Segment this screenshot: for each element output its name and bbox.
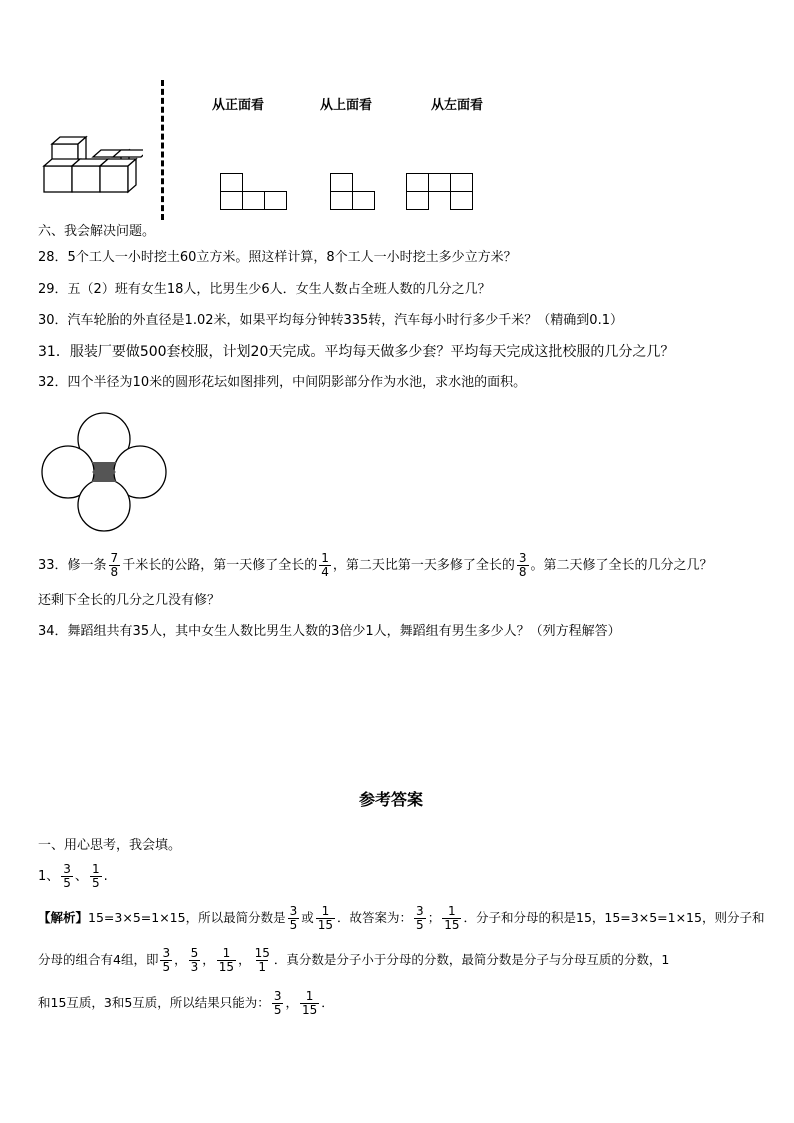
section-1-heading: 一、用心思考，我会填。 [38, 838, 182, 853]
fraction-1-4: $\frac{1}{4}$ [321, 551, 329, 579]
question-30: 30．汽车轮胎的外直径是1.02米，如果平均每分钟转335转，汽车每小时行多少千米？（精确到0.1） [38, 313, 623, 328]
answer-1: 1、 $\frac{3}{5}$ 、 $\frac{1}{5}$ . [38, 862, 108, 890]
analysis-line-3: 和15互质，3和5互质，所以结果只能为： $\frac{3}{5}$ ， $\frac{1}{15}$ ． [38, 989, 334, 1017]
shaded-pool-shape [91, 462, 117, 482]
dashed-divider [161, 80, 164, 220]
question-33-line2: 还剩下全长的几分之几没有修？ [38, 593, 221, 608]
fraction-3-8: $\frac{3}{8}$ [518, 551, 527, 579]
view-label-front: 从正面看 [212, 98, 265, 113]
view-label-left: 从左面看 [431, 98, 484, 113]
view-label-top: 从上面看 [320, 98, 373, 113]
question-33: 33．修一条 $\frac{7}{8}$ 千米长的公路，第一天修了全长的 $\frac{1}{4}$ ，第二天比第一天多修了全长的 $\frac{3}{8}$ 。第二天修了全长的几分之几？ [38, 551, 713, 579]
question-29: 29．五（2）班有女生18人，比男生少6人．女生人数占全班人数的几分之几？ [38, 282, 491, 297]
analysis-line-2: 分母的组合有4组，即 $\frac{3}{5}$ ， $\frac{5}{3}$ ， $\frac{1}{15}$ ， $\frac{15}{1}$ ．真分数是分子小于分母的分数，最简分数是分子与分母互质的分数，1 [38, 946, 670, 974]
answers-title: 参考答案 [359, 790, 424, 809]
question-34: 34．舞蹈组共有35人，其中女生人数比男生人数的3倍少1人，舞蹈组有男生多少人？（列方程解答） [38, 624, 621, 639]
question-31: 31．服装厂要做500套校服，计划20天完成。平均每天做多少套？平均每天完成这批校服的几分之几？ [38, 344, 675, 360]
question-32: 32．四个半径为10米的圆形花坛如图排列，中间阴影部分作为水池，求水池的面积。 [38, 375, 527, 390]
fraction-7-8: $\frac{7}{8}$ [110, 551, 119, 579]
four-circles-figure [38, 410, 170, 534]
cube-stack-figure [38, 130, 143, 200]
analysis-line-1: 【解析】15=3×5=1×15，所以最简分数是 $\frac{3}{5}$ 或 $\frac{1}{15}$ ．故答案为： $\frac{3}{5}$ ； $\frac{1}{15}$ ．分子和分母的积是15，15=3×5=1×15，则分子和 [38, 904, 765, 932]
question-28: 28．5个工人一小时挖土60立方米。照这样计算，8个工人一小时挖土多少立方米？ [38, 250, 517, 265]
section-6-heading: 六、我会解决问题。 [38, 224, 156, 239]
